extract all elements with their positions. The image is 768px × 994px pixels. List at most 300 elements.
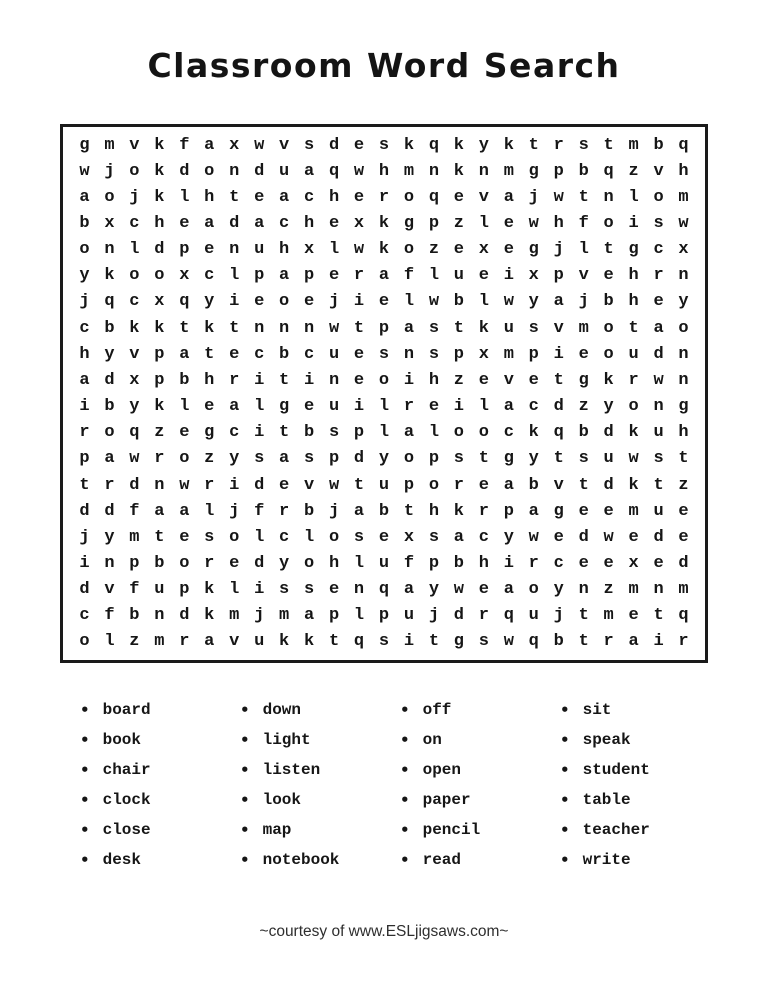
grid-cell: p [528,344,539,364]
word-item [80,725,240,755]
grid-cell: z [578,397,589,417]
grid-cell: y [204,292,215,312]
grid-cell: c [254,344,265,364]
grid-cell: o [453,423,464,443]
grid-cell: e [603,501,614,521]
grid-cell: v [553,475,564,495]
grid-cell: g [503,449,514,469]
grid-cell: a [628,632,639,652]
grid-cell: o [403,187,415,207]
grid-cell: c [129,292,140,312]
grid-cell: t [229,318,240,338]
bullet-icon: • [560,760,570,779]
grid-cell: k [403,135,415,155]
grid-cell: o [229,527,240,547]
grid-cell: k [503,135,514,155]
grid-cell: b [578,161,589,181]
grid-cell: q [428,187,440,207]
grid-cell: o [204,161,215,181]
grid-cell: n [229,240,240,260]
footer-credit: ~courtesy of www.ESLjigsaws.com~ [259,923,509,940]
grid-cell: d [129,475,140,495]
grid-cell: t [428,632,440,652]
word-column [560,695,720,875]
grid-cell: s [304,135,315,155]
grid-cell: j [553,606,564,626]
grid-cell: k [279,632,290,652]
grid-cell: d [229,214,240,234]
bullet-icon: • [560,790,570,809]
bullet-icon: • [240,730,250,749]
grid-cell: i [254,370,265,390]
grid-cell: t [578,632,589,652]
grid-cell: h [678,423,689,443]
bullet-icon: • [560,700,570,719]
grid-cell: k [453,135,464,155]
grid-cell: i [503,266,514,286]
grid-cell: s [279,580,290,600]
grid-cell: x [628,553,639,573]
grid-cell: k [154,397,165,417]
grid-cell: l [353,606,365,626]
grid-cell: y [603,397,614,417]
grid-cell: o [603,318,614,338]
grid-cell: c [279,527,290,547]
grid-cell: l [129,240,140,260]
grid-cell: i [229,292,240,312]
grid-cell: e [204,397,215,417]
grid-cell: p [304,266,315,286]
grid-cell: t [403,501,415,521]
grid-cell: x [304,240,315,260]
grid-cell: h [378,161,390,181]
grid-cell: e [378,527,390,547]
grid-cell: b [304,423,315,443]
grid-cell: n [678,370,689,390]
grid-cell: a [279,449,290,469]
grid-cell: t [603,240,614,260]
grid-cell: y [79,266,90,286]
grid-cell: d [104,501,115,521]
grid-cell: a [279,266,290,286]
grid-cell: l [229,266,240,286]
bullet-icon: • [560,730,570,749]
grid-cell: z [453,214,464,234]
grid-cell: t [478,449,489,469]
grid-cell: s [378,632,390,652]
grid-cell: r [528,553,539,573]
grid-cell: i [353,292,365,312]
grid-cell: a [403,318,415,338]
grid-cell: d [179,161,190,181]
grid-cell: t [179,318,190,338]
grid-cell: f [104,606,115,626]
grid-cell: k [304,632,315,652]
grid-cell: p [378,318,390,338]
grid-cell: i [229,475,240,495]
grid-cell: o [428,475,440,495]
grid-cell: e [179,527,190,547]
word-item [80,845,240,875]
grid-cell: s [204,527,215,547]
grid-cell: q [353,632,365,652]
grid-cell: x [403,527,415,547]
grid-cell: c [229,423,240,443]
grid-cell: f [129,580,140,600]
word-list [80,695,720,875]
grid-cell: y [428,580,440,600]
grid-cell: k [528,423,539,443]
grid-cell: c [553,553,564,573]
word-label: board [102,701,151,719]
grid-cell: z [628,161,639,181]
grid-cell: q [503,606,514,626]
grid-cell: u [403,606,415,626]
grid-cell: e [678,527,689,547]
grid-cell: c [653,240,664,260]
word-item [80,815,240,845]
grid-cell: r [229,370,240,390]
grid-cell: s [328,423,340,443]
grid-cell: m [279,606,290,626]
grid-cell: r [603,632,614,652]
grid-cell: b [279,344,290,364]
grid-cell: d [328,135,340,155]
word-item [560,815,720,845]
grid-cell: g [279,397,290,417]
word-item [80,695,240,725]
word-item [400,845,560,875]
bullet-icon: • [240,820,250,839]
grid-cell: g [678,397,689,417]
grid-cell: e [304,397,315,417]
grid-cell: n [328,370,340,390]
grid-cell: r [79,423,90,443]
grid-cell: u [254,240,265,260]
grid-cell: t [578,606,589,626]
grid-cell: e [653,553,664,573]
grid-cell: v [229,632,240,652]
grid-cell: e [478,475,489,495]
grid-cell: k [154,135,165,155]
grid-cell: m [628,135,639,155]
grid-cell: s [528,318,539,338]
grid-cell: h [678,161,689,181]
grid-cell: i [79,397,90,417]
grid-row [72,263,696,289]
grid-cell: b [104,318,115,338]
grid-cell: r [204,553,215,573]
grid-cell: l [254,527,265,547]
grid-cell: e [353,344,365,364]
grid-cell: y [229,449,240,469]
grid-cell: p [328,606,340,626]
grid-cell: l [104,632,115,652]
word-label: paper [422,791,471,809]
grid-cell: j [229,501,240,521]
grid-cell: j [129,187,140,207]
grid-cell: l [328,240,340,260]
grid-cell: e [478,370,489,390]
grid-cell: o [603,214,614,234]
grid-cell: h [478,553,489,573]
word-item [240,815,400,845]
grid-cell: e [328,266,340,286]
grid-cell: z [678,475,689,495]
grid-cell: o [603,344,614,364]
grid-cell: e [304,292,315,312]
grid-cell: x [154,292,165,312]
grid-cell: j [428,606,440,626]
grid-cell: l [179,397,190,417]
grid-cell: w [528,214,539,234]
grid-cell: e [628,527,639,547]
grid-cell: b [578,423,589,443]
grid-cell: e [204,240,215,260]
grid-cell: w [79,161,90,181]
grid-cell: e [478,580,489,600]
bullet-icon: • [560,820,570,839]
grid-row [72,498,696,524]
word-item [400,695,560,725]
grid-cell: t [328,632,340,652]
grid-cell: e [453,240,464,260]
grid-cell: n [353,580,365,600]
grid-cell: a [154,501,165,521]
grid-cell: e [229,553,240,573]
grid-cell: s [653,449,664,469]
grid-cell: j [578,292,589,312]
grid-cell: t [229,187,240,207]
grid-cell: r [378,187,390,207]
grid-cell: k [154,161,165,181]
grid-cell: a [378,266,390,286]
grid-cell: h [279,240,290,260]
grid-cell: w [254,135,265,155]
grid-cell: r [403,397,415,417]
grid-cell: c [279,214,290,234]
grid-cell: t [578,187,589,207]
bullet-icon: • [80,790,90,809]
grid-cell: a [503,580,514,600]
grid-cell: j [79,292,90,312]
grid-cell: b [304,501,315,521]
grid-cell: b [453,553,464,573]
grid-cell: l [478,292,489,312]
grid-cell: r [553,135,564,155]
grid-cell: r [104,475,115,495]
grid-cell: c [503,423,514,443]
grid-cell: i [254,580,265,600]
word-label: open [422,761,461,779]
grid-cell: g [453,632,464,652]
grid-cell: o [378,370,390,390]
grid-row [72,420,696,446]
grid-cell: d [653,344,664,364]
grid-cell: n [678,344,689,364]
grid-cell: u [453,266,464,286]
word-label: listen [262,761,321,779]
bullet-icon: • [400,700,410,719]
grid-cell: f [403,266,415,286]
grid-cell: t [79,475,90,495]
bullet-icon: • [240,850,250,869]
grid-cell: n [104,240,115,260]
grid-cell: u [528,606,539,626]
word-label: on [422,731,442,749]
grid-cell: j [254,606,265,626]
grid-cell: v [503,370,514,390]
grid-cell: w [129,449,140,469]
word-item [560,785,720,815]
word-label: pencil [422,821,481,839]
grid-cell: z [453,370,464,390]
grid-cell: a [204,632,215,652]
grid-cell: t [553,370,564,390]
grid-cell: x [353,214,365,234]
grid-cell: k [453,161,464,181]
grid-cell: n [603,187,614,207]
grid-cell: t [653,606,664,626]
grid-cell: y [528,449,539,469]
grid-cell: l [478,214,489,234]
grid-cell: t [279,423,290,443]
grid-cell: o [403,240,415,260]
grid-cell: p [129,553,140,573]
grid-cell: r [628,370,639,390]
grid-cell: p [328,449,340,469]
grid-cell: e [328,214,340,234]
grid-cell: b [79,214,90,234]
grid-cell: r [453,475,464,495]
grid-cell: e [254,292,265,312]
grid-cell: z [129,632,140,652]
grid-cell: e [428,397,440,417]
grid-cell: v [129,135,140,155]
grid-cell: e [578,553,589,573]
grid-cell: s [304,449,315,469]
grid-cell: a [403,580,415,600]
word-label: down [262,701,301,719]
grid-cell: a [79,370,90,390]
grid-cell: o [653,187,664,207]
bullet-icon: • [240,700,250,719]
grid-cell: k [104,266,115,286]
grid-cell: k [628,475,639,495]
word-item [240,755,400,785]
grid-row [72,132,696,158]
grid-cell: s [453,449,464,469]
grid-cell: b [129,606,140,626]
grid-cell: g [204,423,215,443]
grid-cell: p [179,580,190,600]
grid-cell: t [353,475,365,495]
grid-cell: g [528,240,539,260]
grid-cell: p [553,266,564,286]
grid-cell: e [578,501,589,521]
grid-cell: y [279,553,290,573]
grid-cell: u [628,344,639,364]
grid-cell: h [428,370,440,390]
grid-cell: a [503,475,514,495]
word-column [400,695,560,875]
grid-cell: d [254,475,265,495]
grid-cell: d [453,606,464,626]
grid-cell: e [553,527,564,547]
grid-cell: w [628,449,639,469]
grid-cell: q [129,423,140,443]
grid-cell: y [528,292,539,312]
grid-cell: u [503,318,514,338]
grid-cell: v [578,266,589,286]
grid-cell: a [179,501,190,521]
grid-cell: k [378,214,390,234]
word-label: book [102,731,141,749]
grid-cell: m [603,606,614,626]
bullet-icon: • [240,790,250,809]
grid-cell: j [528,187,539,207]
grid-cell: l [229,580,240,600]
grid-cell: r [678,632,689,652]
grid-cell: d [353,449,365,469]
grid-cell: n [478,161,489,181]
grid-cell: a [229,397,240,417]
grid-cell: z [204,449,215,469]
word-label: speak [582,731,631,749]
letter-grid [60,124,708,663]
grid-cell: b [179,370,190,390]
grid-cell: u [328,344,340,364]
grid-cell: g [528,161,539,181]
grid-cell: y [129,397,140,417]
grid-cell: b [104,397,115,417]
grid-cell: n [104,553,115,573]
grid-cell: n [154,475,165,495]
grid-cell: s [428,344,440,364]
grid-cell: d [254,553,265,573]
grid-cell: d [603,475,614,495]
grid-cell: o [328,527,340,547]
word-label: read [422,851,461,869]
word-item [560,845,720,875]
grid-cell: g [578,370,589,390]
grid-cell: m [503,161,514,181]
grid-cell: y [553,580,564,600]
grid-cell: l [428,423,440,443]
grid-cell: h [154,214,165,234]
grid-cell: h [428,501,440,521]
grid-cell: a [353,501,365,521]
grid-cell: k [478,318,489,338]
grid-cell: m [154,632,165,652]
grid-cell: w [353,240,365,260]
grid-cell: n [279,318,290,338]
grid-cell: e [503,240,514,260]
grid-cell: p [553,161,564,181]
word-label: notebook [262,851,340,869]
grid-cell: m [678,580,689,600]
grid-cell: v [478,187,489,207]
grid-cell: b [653,135,664,155]
grid-cell: s [353,527,365,547]
grid-cell: n [254,318,265,338]
grid-cell: l [304,527,315,547]
grid-cell: a [179,344,190,364]
grid-cell: n [229,161,240,181]
grid-cell: i [403,632,415,652]
word-item [400,725,560,755]
grid-cell: a [403,423,415,443]
